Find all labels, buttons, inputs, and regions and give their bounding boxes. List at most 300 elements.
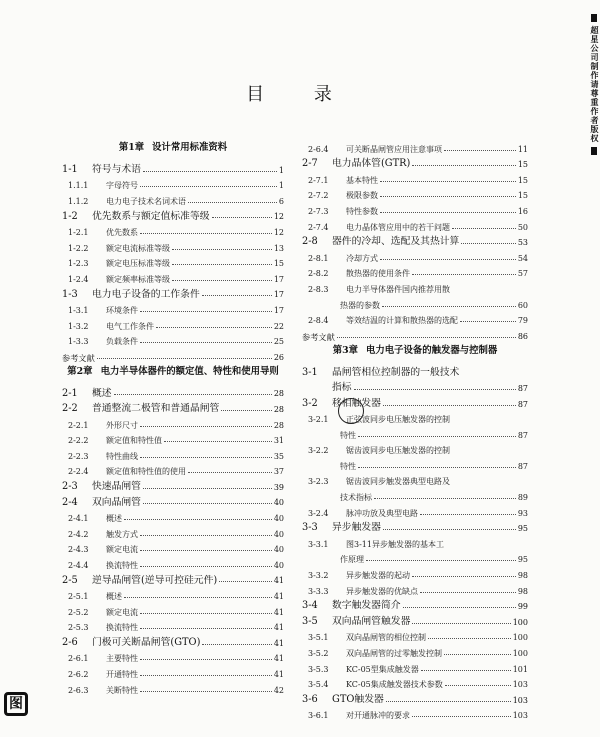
section-title: 异步触发器的优缺点	[346, 586, 418, 596]
dot-leader	[114, 394, 272, 395]
page-number: 42	[273, 685, 284, 695]
toc-entry[interactable]	[302, 596, 528, 612]
section-title: 电力电子设备的工作条件	[92, 288, 200, 300]
dot-leader	[140, 550, 272, 551]
section-title: 技术指标	[340, 493, 372, 503]
toc-entry[interactable]	[302, 169, 528, 185]
page-number: 41	[273, 607, 284, 617]
section-number: 3-3	[302, 522, 318, 534]
section-title: 字母符号	[106, 181, 138, 191]
toc-entry[interactable]	[302, 486, 528, 502]
dot-leader	[366, 560, 516, 561]
page-number: 39	[273, 482, 284, 492]
toc-entry[interactable]	[302, 138, 528, 154]
dot-leader	[143, 488, 272, 489]
section-title: 双向晶闸管	[92, 496, 141, 508]
dot-leader	[412, 576, 516, 577]
section-title: 额定电流	[106, 545, 138, 555]
dot-leader	[380, 259, 516, 260]
section-title: 普通整流二极管和普通晶闸管	[92, 403, 220, 414]
section-title: 环境条件	[106, 305, 138, 315]
section-number: 1-2.3	[68, 259, 89, 269]
section-number: 3-4	[302, 600, 318, 612]
page-number: 28	[273, 404, 284, 414]
page-number: 87	[517, 461, 528, 471]
section-title: 优先数系与额定值标准等级	[92, 210, 210, 222]
dot-leader	[461, 243, 515, 244]
dot-leader	[212, 217, 272, 218]
toc-entry[interactable]	[62, 206, 284, 222]
dot-leader	[140, 675, 272, 676]
section-title: 电力电子技术名词术语	[106, 196, 186, 206]
section-number: 2-8	[302, 236, 318, 248]
section-title: 基本特性	[346, 175, 378, 185]
toc-entry[interactable]	[302, 658, 528, 674]
section-title: 额定值和特性值的使用	[106, 467, 186, 477]
toc-entry[interactable]	[62, 398, 284, 414]
page-number: 28	[273, 389, 284, 399]
dot-leader	[452, 228, 516, 229]
toc-entry[interactable]	[62, 570, 284, 586]
section-title: 额定频率标准等级	[106, 274, 170, 284]
toc-entry[interactable]	[302, 377, 528, 393]
section-number: 1.1.2	[68, 196, 89, 206]
section-number: 3-5.1	[308, 633, 329, 643]
dot-leader	[380, 212, 516, 213]
dot-leader	[156, 327, 272, 328]
dot-leader	[124, 597, 272, 598]
toc-entry[interactable]	[302, 409, 528, 425]
section-title: 电力半导体器件国内推荐用散	[346, 284, 450, 294]
toc-entry[interactable]	[302, 310, 528, 326]
section-title: 正弦波同步电压触发器的控制	[346, 415, 450, 425]
page-number: 12	[273, 227, 284, 237]
side-bar-top	[591, 14, 597, 22]
toc-entry[interactable]	[62, 539, 284, 555]
section-title: 概述	[92, 387, 112, 399]
page-number: 95	[517, 555, 528, 565]
chapter-heading	[62, 138, 284, 159]
page-number: 25	[273, 337, 284, 347]
dot-leader	[420, 514, 516, 515]
section-number: 2-4.4	[68, 560, 89, 570]
chapter-number: 第3章	[332, 344, 358, 356]
section-title: GTO触发器	[332, 693, 384, 705]
section-title: 优先数系	[106, 227, 138, 237]
section-number: 2-7	[302, 158, 318, 170]
section-title: 符号与术语	[92, 163, 141, 175]
section-title: 额定值和特性值	[106, 436, 162, 446]
page-number: 100	[512, 633, 528, 643]
page-number: 41	[273, 576, 284, 586]
section-number: 2-8.4	[308, 316, 329, 326]
toc-entry[interactable]	[302, 362, 528, 378]
section-title: 等效结温的计算和散热器的选配	[346, 316, 458, 326]
section-number: 2-7.2	[308, 191, 329, 201]
section-number: 1-2.1	[68, 227, 89, 237]
page-title: 目 录	[246, 84, 354, 105]
dot-leader	[140, 457, 272, 458]
section-number: 3-5	[302, 616, 318, 627]
toc-entry[interactable]	[62, 585, 284, 601]
section-title: 电力晶体管(GTR)	[332, 158, 411, 170]
toc-entry[interactable]	[302, 200, 528, 216]
section-number: 2-6	[62, 637, 78, 648]
section-number: 2-3	[62, 481, 78, 492]
section-number: 3-5.4	[308, 680, 329, 690]
dot-leader	[412, 274, 516, 275]
page-number: 103	[512, 680, 528, 690]
dot-leader	[202, 295, 272, 296]
circle-annotation-icon	[338, 398, 364, 424]
toc-entry[interactable]	[62, 430, 284, 446]
page-number: 50	[517, 222, 528, 232]
toc-entry[interactable]	[302, 325, 528, 341]
section-title: 特性曲线	[106, 451, 138, 461]
dot-leader	[444, 150, 516, 151]
dot-leader	[380, 181, 516, 182]
page-number: 60	[517, 300, 528, 310]
page-number: 12	[273, 212, 284, 222]
section-title: 电气工作条件	[106, 321, 154, 331]
dot-leader	[383, 405, 516, 406]
page-number: 93	[517, 508, 528, 518]
page-number: 15	[517, 191, 528, 201]
toc-entry[interactable]	[62, 190, 284, 206]
section-number: 2-4	[62, 496, 78, 508]
chapter-title: 电力半导体器件的额定值、特性和使用导则	[100, 365, 279, 377]
section-number: 2-4.3	[68, 545, 89, 555]
toc-entry[interactable]	[302, 455, 528, 471]
dot-leader	[382, 306, 516, 307]
toc-right-column	[302, 138, 528, 720]
publisher-logo-icon: 图	[4, 692, 28, 716]
dot-leader	[172, 264, 272, 265]
toc-entry[interactable]	[302, 154, 528, 170]
dot-leader	[358, 467, 516, 468]
section-number: 2-4.2	[68, 529, 89, 539]
toc-entry[interactable]	[302, 232, 528, 248]
section-number: 3-3.1	[308, 539, 329, 549]
toc-entry[interactable]	[302, 216, 528, 232]
section-title: 可关断晶闸管应用注意事项	[346, 144, 442, 154]
toc-entry[interactable]	[62, 601, 284, 617]
toc-entry[interactable]	[62, 299, 284, 315]
toc-entry[interactable]	[302, 705, 528, 721]
page-number: 17	[273, 274, 284, 284]
section-number: 2-8.3	[308, 284, 329, 294]
page-number: 22	[273, 321, 284, 331]
section-number: 3-5.3	[308, 664, 329, 674]
dot-leader	[221, 410, 271, 411]
section-number: 3-2.1	[308, 415, 329, 425]
chapter-number: 第1章	[118, 142, 145, 153]
page-number: 11	[517, 144, 528, 154]
toc-entry[interactable]	[62, 523, 284, 539]
dot-leader	[188, 202, 277, 203]
toc-entry[interactable]	[62, 648, 284, 664]
dot-leader	[140, 628, 272, 629]
page-number: 26	[273, 352, 284, 362]
section-number: 2-7.1	[308, 175, 329, 185]
section-title: 特性参数	[346, 206, 378, 216]
toc-entry[interactable]	[302, 247, 528, 263]
toc-entry[interactable]	[302, 533, 528, 549]
chapter-number: 第2章	[67, 365, 93, 377]
toc-entry[interactable]	[62, 383, 284, 399]
section-number: 3-6.1	[308, 711, 329, 721]
section-title: 电力晶体管应用中的若干问题	[346, 222, 450, 232]
dot-leader	[140, 342, 272, 343]
page-number: 87	[517, 383, 528, 393]
dot-leader	[97, 358, 272, 359]
toc-entry[interactable]	[302, 518, 528, 534]
toc-entry[interactable]	[302, 580, 528, 596]
page-number: 54	[517, 253, 528, 263]
dot-leader	[140, 566, 272, 567]
section-number: 3-3.3	[308, 586, 329, 596]
toc-entry[interactable]	[302, 627, 528, 643]
dot-leader	[445, 685, 511, 686]
section-number: 2-5	[62, 574, 78, 586]
section-title: 概述	[106, 514, 122, 524]
toc-entry[interactable]	[62, 253, 284, 269]
toc-entry[interactable]	[62, 492, 284, 508]
toc-entry[interactable]	[62, 632, 284, 648]
section-title: 指标	[332, 382, 352, 393]
section-number: 2-8.2	[308, 269, 329, 279]
page-number: 15	[517, 160, 528, 170]
dot-leader	[164, 441, 272, 442]
section-number: 1-2.2	[68, 243, 89, 253]
dot-leader	[172, 280, 272, 281]
section-number: 2-2.2	[68, 436, 89, 446]
toc-entry[interactable]	[62, 679, 284, 695]
toc-entry[interactable]	[302, 564, 528, 580]
toc-entry[interactable]	[302, 393, 528, 409]
toc-entry[interactable]	[302, 689, 528, 705]
page-number: 53	[517, 238, 528, 248]
toc-entry[interactable]	[302, 549, 528, 565]
page-number: 13	[273, 243, 284, 253]
section-number: 2-5.2	[68, 607, 89, 617]
section-title: 脉冲功放及典型电路	[346, 508, 418, 518]
page-number: 17	[273, 305, 284, 315]
page-number: 101	[512, 664, 528, 674]
page-number: 35	[273, 451, 284, 461]
toc-entry[interactable]	[302, 278, 528, 294]
chapter-heading	[302, 341, 528, 362]
section-number: 2-6.4	[308, 144, 329, 154]
section-title: 外形尺寸	[106, 420, 138, 430]
dot-leader	[383, 529, 516, 530]
section-title: 异步触发器	[332, 522, 381, 534]
section-title: 数字触发器简介	[332, 600, 401, 612]
dot-leader	[358, 436, 516, 437]
section-title: 换流特性	[106, 560, 138, 570]
page-number: 40	[273, 560, 284, 570]
toc-entry[interactable]	[62, 268, 284, 284]
page-number: 15	[273, 259, 284, 269]
toc-entry[interactable]	[62, 315, 284, 331]
dot-leader	[428, 638, 511, 639]
toc-entry[interactable]	[62, 617, 284, 633]
section-number: 1-2.4	[68, 274, 89, 284]
section-title: 作原理	[340, 555, 364, 565]
page-number: 40	[273, 514, 284, 524]
section-title: 换流特性	[106, 623, 138, 633]
section-number: 2-2.1	[68, 420, 89, 430]
dot-leader	[202, 644, 271, 645]
section-number: 3-2	[302, 397, 318, 409]
page-number: 103	[512, 711, 528, 721]
dot-leader	[140, 659, 272, 660]
section-title: 锯齿波同步电压触发器的控制	[346, 446, 450, 456]
dot-leader	[337, 337, 516, 338]
page-number: 31	[273, 436, 284, 446]
dot-leader	[124, 519, 272, 520]
section-title: 关断特性	[106, 685, 138, 695]
page-number: 1	[278, 165, 284, 175]
toc-entry[interactable]	[302, 440, 528, 456]
section-title: 特性	[340, 430, 356, 440]
page-number: 87	[517, 430, 528, 440]
toc-entry[interactable]	[302, 611, 528, 627]
toc-entry[interactable]	[62, 237, 284, 253]
section-number: 1-3.2	[68, 321, 89, 331]
toc-entry[interactable]	[62, 554, 284, 570]
section-number: 3-2.3	[308, 477, 329, 487]
chapter-title: 电力电子设备的触发器与控制器	[366, 344, 498, 356]
dot-leader	[140, 186, 277, 187]
page-number: 40	[273, 529, 284, 539]
section-title: 双向晶闸管的过零触发控制	[346, 649, 442, 658]
toc-entry[interactable]	[62, 414, 284, 430]
section-number: 2-7.4	[308, 222, 329, 232]
section-number: 3-2.2	[308, 446, 329, 456]
toc-entry[interactable]	[302, 471, 528, 487]
dot-leader	[172, 249, 272, 250]
section-number: 1.1.1	[68, 181, 89, 191]
section-number: 1-3	[62, 288, 78, 300]
section-title: 极限参数	[346, 191, 378, 201]
toc-entry[interactable]	[302, 674, 528, 690]
dot-leader	[412, 623, 510, 624]
chapter-title: 设计常用标准资料	[152, 142, 228, 153]
page-number: 15	[517, 175, 528, 185]
section-title: 对开通脉冲的要求	[346, 711, 410, 721]
page-number: 41	[273, 654, 284, 664]
section-title: 额定电流	[106, 607, 138, 617]
dot-leader	[143, 503, 272, 504]
page-number: 37	[273, 467, 284, 477]
section-title: 异步触发器的起动	[346, 571, 410, 581]
page-number: 17	[273, 290, 284, 300]
dot-leader	[420, 592, 516, 593]
section-number: 2-6.3	[68, 685, 89, 695]
section-number: 3-5.2	[308, 649, 329, 658]
section-title: 散热器的使用条件	[346, 269, 410, 279]
toc-entry[interactable]	[62, 461, 284, 477]
page-number: 16	[517, 206, 528, 216]
section-title: 概述	[106, 592, 122, 602]
toc-entry[interactable]	[62, 476, 284, 492]
toc-entry[interactable]	[62, 663, 284, 679]
toc-left-column	[62, 138, 284, 695]
section-title: 门极可关断晶闸管(GTO)	[92, 637, 201, 648]
section-number: 1-3.1	[68, 305, 89, 315]
page-number: 100	[512, 617, 528, 627]
toc-entry[interactable]	[302, 263, 528, 279]
dot-leader	[140, 613, 272, 614]
section-title: 图3-11异步触发器的基本工	[346, 539, 444, 549]
dot-leader	[219, 581, 272, 582]
section-number: 2-4.1	[68, 514, 89, 524]
page-number: 40	[273, 545, 284, 555]
page-number: 40	[273, 498, 284, 508]
toc-entry[interactable]	[62, 346, 284, 362]
toc-entry[interactable]	[302, 185, 528, 201]
page-number: 57	[517, 269, 528, 279]
section-number: 2-8.1	[308, 253, 329, 263]
toc-entry[interactable]	[62, 445, 284, 461]
side-watermark-text: 超星公司制作请尊重作者版权	[590, 25, 599, 143]
section-title: 器件的冷却、选配及其热计算	[332, 236, 460, 248]
toc-entry[interactable]	[62, 221, 284, 237]
section-title: 逆导晶闸管(逆导可控硅元件)	[92, 574, 218, 586]
toc-entry[interactable]	[62, 507, 284, 523]
toc-entry[interactable]	[62, 284, 284, 300]
toc-entry[interactable]	[62, 175, 284, 191]
dot-leader	[354, 389, 516, 390]
section-title: 主要特性	[106, 654, 138, 664]
dot-leader	[140, 233, 272, 234]
section-title: 开通特性	[106, 670, 138, 679]
section-number: 2-6.1	[68, 654, 89, 664]
toc-entry[interactable]	[302, 294, 528, 310]
section-number: 2-2.4	[68, 467, 89, 477]
section-title: 触发方式	[106, 529, 138, 539]
section-title: 锯齿波同步触发器典型电路及	[346, 477, 450, 487]
dot-leader	[140, 311, 272, 312]
dot-leader	[374, 498, 516, 499]
section-title: 额定电流标准等级	[106, 243, 170, 253]
toc-entry[interactable]	[62, 331, 284, 347]
page-number: 98	[517, 586, 528, 596]
section-number: 2-1	[62, 387, 78, 399]
toc-entry[interactable]	[302, 642, 528, 658]
toc-entry[interactable]	[302, 502, 528, 518]
section-number: 3-3.2	[308, 571, 329, 581]
page-number: 28	[273, 420, 284, 430]
toc-entry[interactable]	[62, 159, 284, 175]
section-number: 2-2.3	[68, 451, 89, 461]
section-title: 额定电压标准等级	[106, 259, 170, 269]
section-title: 双向晶闸管的相位控制	[346, 633, 426, 643]
page-number: 41	[273, 638, 284, 648]
section-title: 参考文献	[302, 331, 335, 341]
dot-leader	[460, 321, 516, 322]
toc-entry[interactable]	[302, 424, 528, 440]
section-title: 快速晶闸管	[92, 481, 141, 492]
dot-leader	[412, 716, 511, 717]
section-title: KC-05型集成触发器	[346, 664, 419, 674]
page-number: 86	[517, 331, 528, 341]
section-number: 1-3.3	[68, 337, 89, 347]
section-title: 负载条件	[106, 337, 138, 347]
page-number: 87	[517, 399, 528, 409]
dot-leader	[188, 472, 272, 473]
